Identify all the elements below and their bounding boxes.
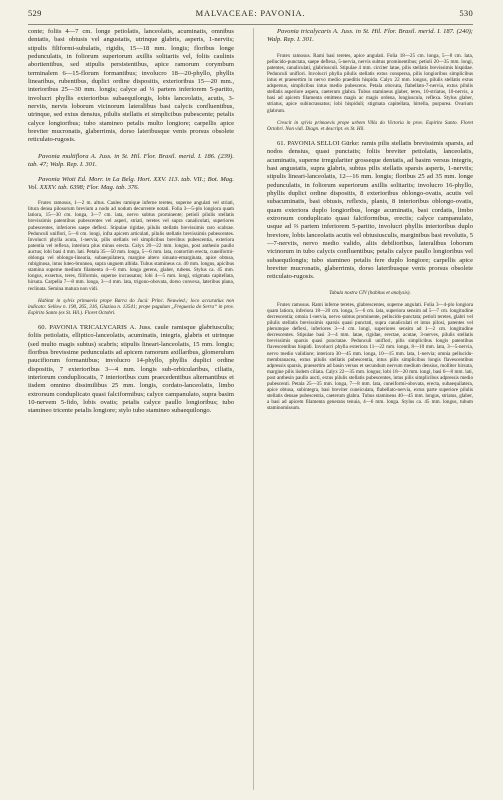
species-60-detailed-description: Frutex ramosus. Rami basi teretes, apice angulati. Folia 18—25 cm. longa, 5—8 cm. lata, pellucido-punctata, saepe deflexa, 5-nervia, nervis subtus prominentibus; petioli 20—35 mm. longi, patentes, canaliculati, glabriusculi. Stipulae 4 mm. circiter latae, pilis stellatis brevissimis hispidae. Pedunculi uniflori. Involucri phylla pilulis stellatis extus conspersa, pilis longioribus simplicibus intus et praesertim in nervo medio praeditis hispida. Calyx 22 mm. longus, pilulis stellatis extus adspersus, simplicibus intus medio pubescens. Petala obovata, flabellato-7-nervia, extus pilulis stellatis asperiore aspera, caeterum glabra. Tubus stamineus glaber, teres, 10-striatus, 10-nervis, a basi ad apicem filamenta emittens magis ac magis ordena, longiuscula, reflexa. Stylus glaber, striatus, apice subincrassatus; lobi hispiduli; stigmata capitellata, hirtella, purpurea. Ovarium glabrum. [267, 52, 473, 114]
page-number-right: 530 [459, 8, 473, 18]
column-divider [253, 28, 254, 790]
species-60-synonym-citation: Pavonia tricalycaris A. Juss. in St. Hil. Flor. Brasil. merid. I. 187. (240); Walp. Rep. I. 301. [267, 28, 473, 44]
species-61-detailed-description: Frutex ramosus. Rami inferne teretes, glabrescentes, superne angulati. Folia 3—4-plo longiora quam latiora, inferiora 18—20 cm. longa, 5—6 cm. lata, superiora sensim ad 5—7 cm. longitudine decrescentia; omnia 1-nervia, nervo subtus prominente, pellucido-punctata; petioli teretes, glabri vel pilulis stellatis brevissimis sparsis quasi punctati, supra canaliculati et intus pilosi, patentes vel plerumque deflexi, inferiores 3—4 cm. longi, superiores sensim ad 1—2 cm. longitudine decrescentes. Stipulae basi 3—4 mm. latae, rigidae, erectae, acutae, 3-nerves, pilulis stellatis brevissimis sparsis quasi punctatae. Pedunculi uniflori, pilis simplicibus longis patentibus flavescentibus hispidi. Involucri phylla exteriora 11—22 mm. longa, 8—10 mm. lata, 3—5-nervia, nervo medio validiore; interiora 30—45 mm. longa, 10—15 mm. lata, 1-nervia; omnia pellucido-membranacea, extus pilulis stellatis pubescentia, intus pilis simplicibus longis flavescentibus adpressis sparsis, praesertim ad basin versus et secundum nervum medium densius, molliter hirsuta, margine pilis iisdem ciliata. Calyx 22—35 mm. longus; lobi 18—20 mm. longi, basi 6—8 mm. lati, post anthesin paullo aucti, extus pilulis stellatis pubescentes, intus pilis simplicibus adpressis medio pubescenti. Petala 25—35 mm. longa, 7—8 mm. lata, cuneiformi-obovata, erecta, subaequilatera, apice obtusa, subintegra, basi breviter cuneiculata, flabellato-nervia, extus parte superiore pilulis stellatis densae pubescentia, caeterum glabra. Tubus stamineus 40—45 mm. longus, striatus, glaber, a basi ad apicem filamenta generans tenuia, 4—6 mm. longa. Stylus ca. 45 mm. longus, tubum staminomissum. [267, 301, 473, 412]
header-rule [28, 24, 473, 25]
right-column [267, 28, 473, 792]
species-61-diagnosis: 61. PAVONIA SELLOI Gürke: ramis pilis stellatis brevissimis sparsis, ad nodos densius, quasi punctatis; foliis breviter petiolatis, lanceolatis, acuminatis, superne irregulariter grosseque dentatis, ad basim versus integris, basi angustatis, supra glabris, subtus pilis stellatis sparsis asperis, 1-nerviis; stipulis lineari-lanceolatis, 12—16 mm. longis; floribus 25 ad 35 mm. longe pedunculatis, in foliorum superiorum axillis solitariis; involucro 16-phyllo, phyllis duplici ordine dispositis, 8 exterioribus oblongo-ovatis, acutis vel subacuminatis, basi obtusis, reflexis, planis, 8 interioribus oblongo-ovatis, quam exteriora duplo longioribus, longe acuminatis, basi cordatis, limbo extrorsum conduplicato quasi falciformibus, erectis; calyce campanulato, usque ad ⅔ partem inferiorem 5-partito, involucri phyllis interioribus duplo breviore, lobis lanceolatis acutis vel obtusiusculis, marginibus basi revolutis, 5—7-nerviis, nervo medio valido, aliis debilioribus, lateralibus loborum vicinorum in tubo calycis confluentibus; petalis calyce paullo longioribus vel subaequilongis; tubo stamineo petalis fere duplo longiore; carpellis apice breviter mucronatis, glaberrimis, dorso lateribusque venis prorsus obsolete reticulato-rugosis. [267, 139, 473, 281]
running-title: MALVACEAE: PAVONIA. [195, 8, 306, 18]
plate-reference: Tabula nostra CIV (habitus et analysis). [329, 289, 411, 296]
species-59-habitat: Habitat in sylvis primaevis prope Barra do Jucú: Princ. Neuwied.; loco accuratius non indicato: Sellow n. 190, 265, 316, Glaziou n. 13541; prope pagulum „Freguezia do Serra“ in prov. Espirito Santo (ex St. Hil.). Floret Octobri. [28, 297, 234, 316]
synonym-citation-1: Pavonia multiflora A. Juss. in St. Hil. Flor. Brasil. merid. I. 186. (239). tab. 47; Walp. Rep. I. 301. [28, 152, 234, 169]
species-60-diagnosis: 60. PAVONIA TRICALYCARIS A. Juss. caule ramisque glabriusculis; foliis petiolatis, elliptico-lanceolatis, acuminatis, integris, glabris et utrinque (sed multo magis subtus) scabris; stipulis lineari-lanceolatis, 15 mm. longis; floribus brevissime pedunculatis ad apicem ramorum axillaribus, glomerulum paucifiorum formantibus; involucro 14-phyllo, phyllis duplici ordine dispositis, 7 exterioribus 3—4 mm. longis sub-orbicularibus, ciliatis, interiorum condupliocatis, 7 interioribus cum praecedentibus alternantibus et iisdem omnino dissimilibus 25 mm. longis, cordato-lanceolatis, limbo extrorsum conduplicato quasi falciformibus; calyce campanulato, supra basim 10-nervem 5-fido, lobis ovatis; petalis calyce paullo longioribus; tubo stamineo tricente petalis longiore; stylo tubo stamineo subaequilongo. [28, 323, 234, 415]
species-59-description-continued: conte; foliis 4—7 cm. longe petiolatis, lanceolatis, acuminatis, omnibus dentatis, basi obtusis vel angustatis, utrinque glabris, asperis, 1-nerviis; stipulis filiformi-subulatis, rigidis, 15—18 mm. longis; floribus longe pedunculatis, in foliorum superiorum axillis solitariis vel, foliis caulinis abortientibus, sed stipulis persistentibus, apice ramorum corymbum terminalem 6—15-florum formantibus; involucro 18—20-phyllo, phyllis linearibus, rubentibus, duplici ordine dispositis, exterioribus 15—20 mm., interioribus 25—30 mm. longis; calyce ad ⅓ partem inferiorem 5-partito, involucri phyllis exterioribus subaequilongis, lobis lanceolatis, acutis, 3-nerviis, nervis loborum vicinorum lateralibus basi calycis confluentibus, utrinque, sed extus densius, pilulis stellatis et simplicibus pubescente; petalis calyce longioribus; tubo stamineo petalis multo longiore; carpellis apice breviter mucronatis, glaberrimis, dorso lateribusque venis prorsus obsolete reticulato-rugosis. [28, 28, 234, 144]
species-59-detailed-description: Frutex ramosus, 1—2 m. altus. Caules ramique inferne teretes, superne angulati vel striati, litura densa pilosorum brevium a nodo ad nodum decurrente notati. Folia 3—5-plo longiora quam latiora, 15—30 cm. longa, 3—7 cm. lata, nervo subtus prominente; petioli pilulis stellatis brevissimis patentibus pubescentes vel asperi, striati, teretes vel supra canaliculati, superiores pubescentes, inferiores saepe deflexi. Stipulae rigidae, pilulis stellatis brevissimis raro scabrae. Pedunculi uniflori, 5—8 cm. longi, infra apicem articulati, pilulis stellatis brevissimis pubescentes. Involucri phylla acuta, 1-nervia, pilis stellatis vel simplicibus brevibus pubescentia, exteriora patentia vel reflexa, interiora plus minus erecta. Calyx 20—22 mm. longus, post anthesin paullo auctus; lobi basi 4 mm. lati. Petala 35—50 mm. longa, 5—6 mm. lata, contortim erecta, cuneiformi-oblonga vel oblongo-linearia, subaequilatera, margine altero sinuato-emarginata, apice obtusa, rubiginosa, intus luteo-brunnea, supra unguem albida. Tubus stamineus ca. 40 mm. longus, apicibus stamina superne medium filamenta 4—6 mm. longa gerens, glaber, rubens. Stylus ca. 45 mm. longus, exsertus, teres, filiformis, superne incrassatus; lobi 4—5 mm. longi, stigmata capitellata, hirsuta. Carpella 7—8 mm. longa, 3—4 mm. lata, trigono-obovata, dorso convexa, lateribus plana, reclinata. Semina matura non vidi. [28, 200, 234, 292]
running-header [28, 8, 473, 22]
synonym-citation-2: Pavonia Wioti Ed. Morr. in La Belg. Hort. XXV. 113. tab. VII.; Bot. Mag. Vol. XXXV. tab. 6398; Flor. Mag. tab. 376. [28, 175, 234, 191]
species-60-habitat: Crescit in sylvis primaevis prope urbem Villa do Victoria in prov. Espirito Santo. Floret Octobri. Non vidi. Diagn. et descript. ex St. Hil. [267, 119, 473, 132]
left-column [28, 28, 234, 792]
page-number-left: 529 [28, 8, 42, 18]
